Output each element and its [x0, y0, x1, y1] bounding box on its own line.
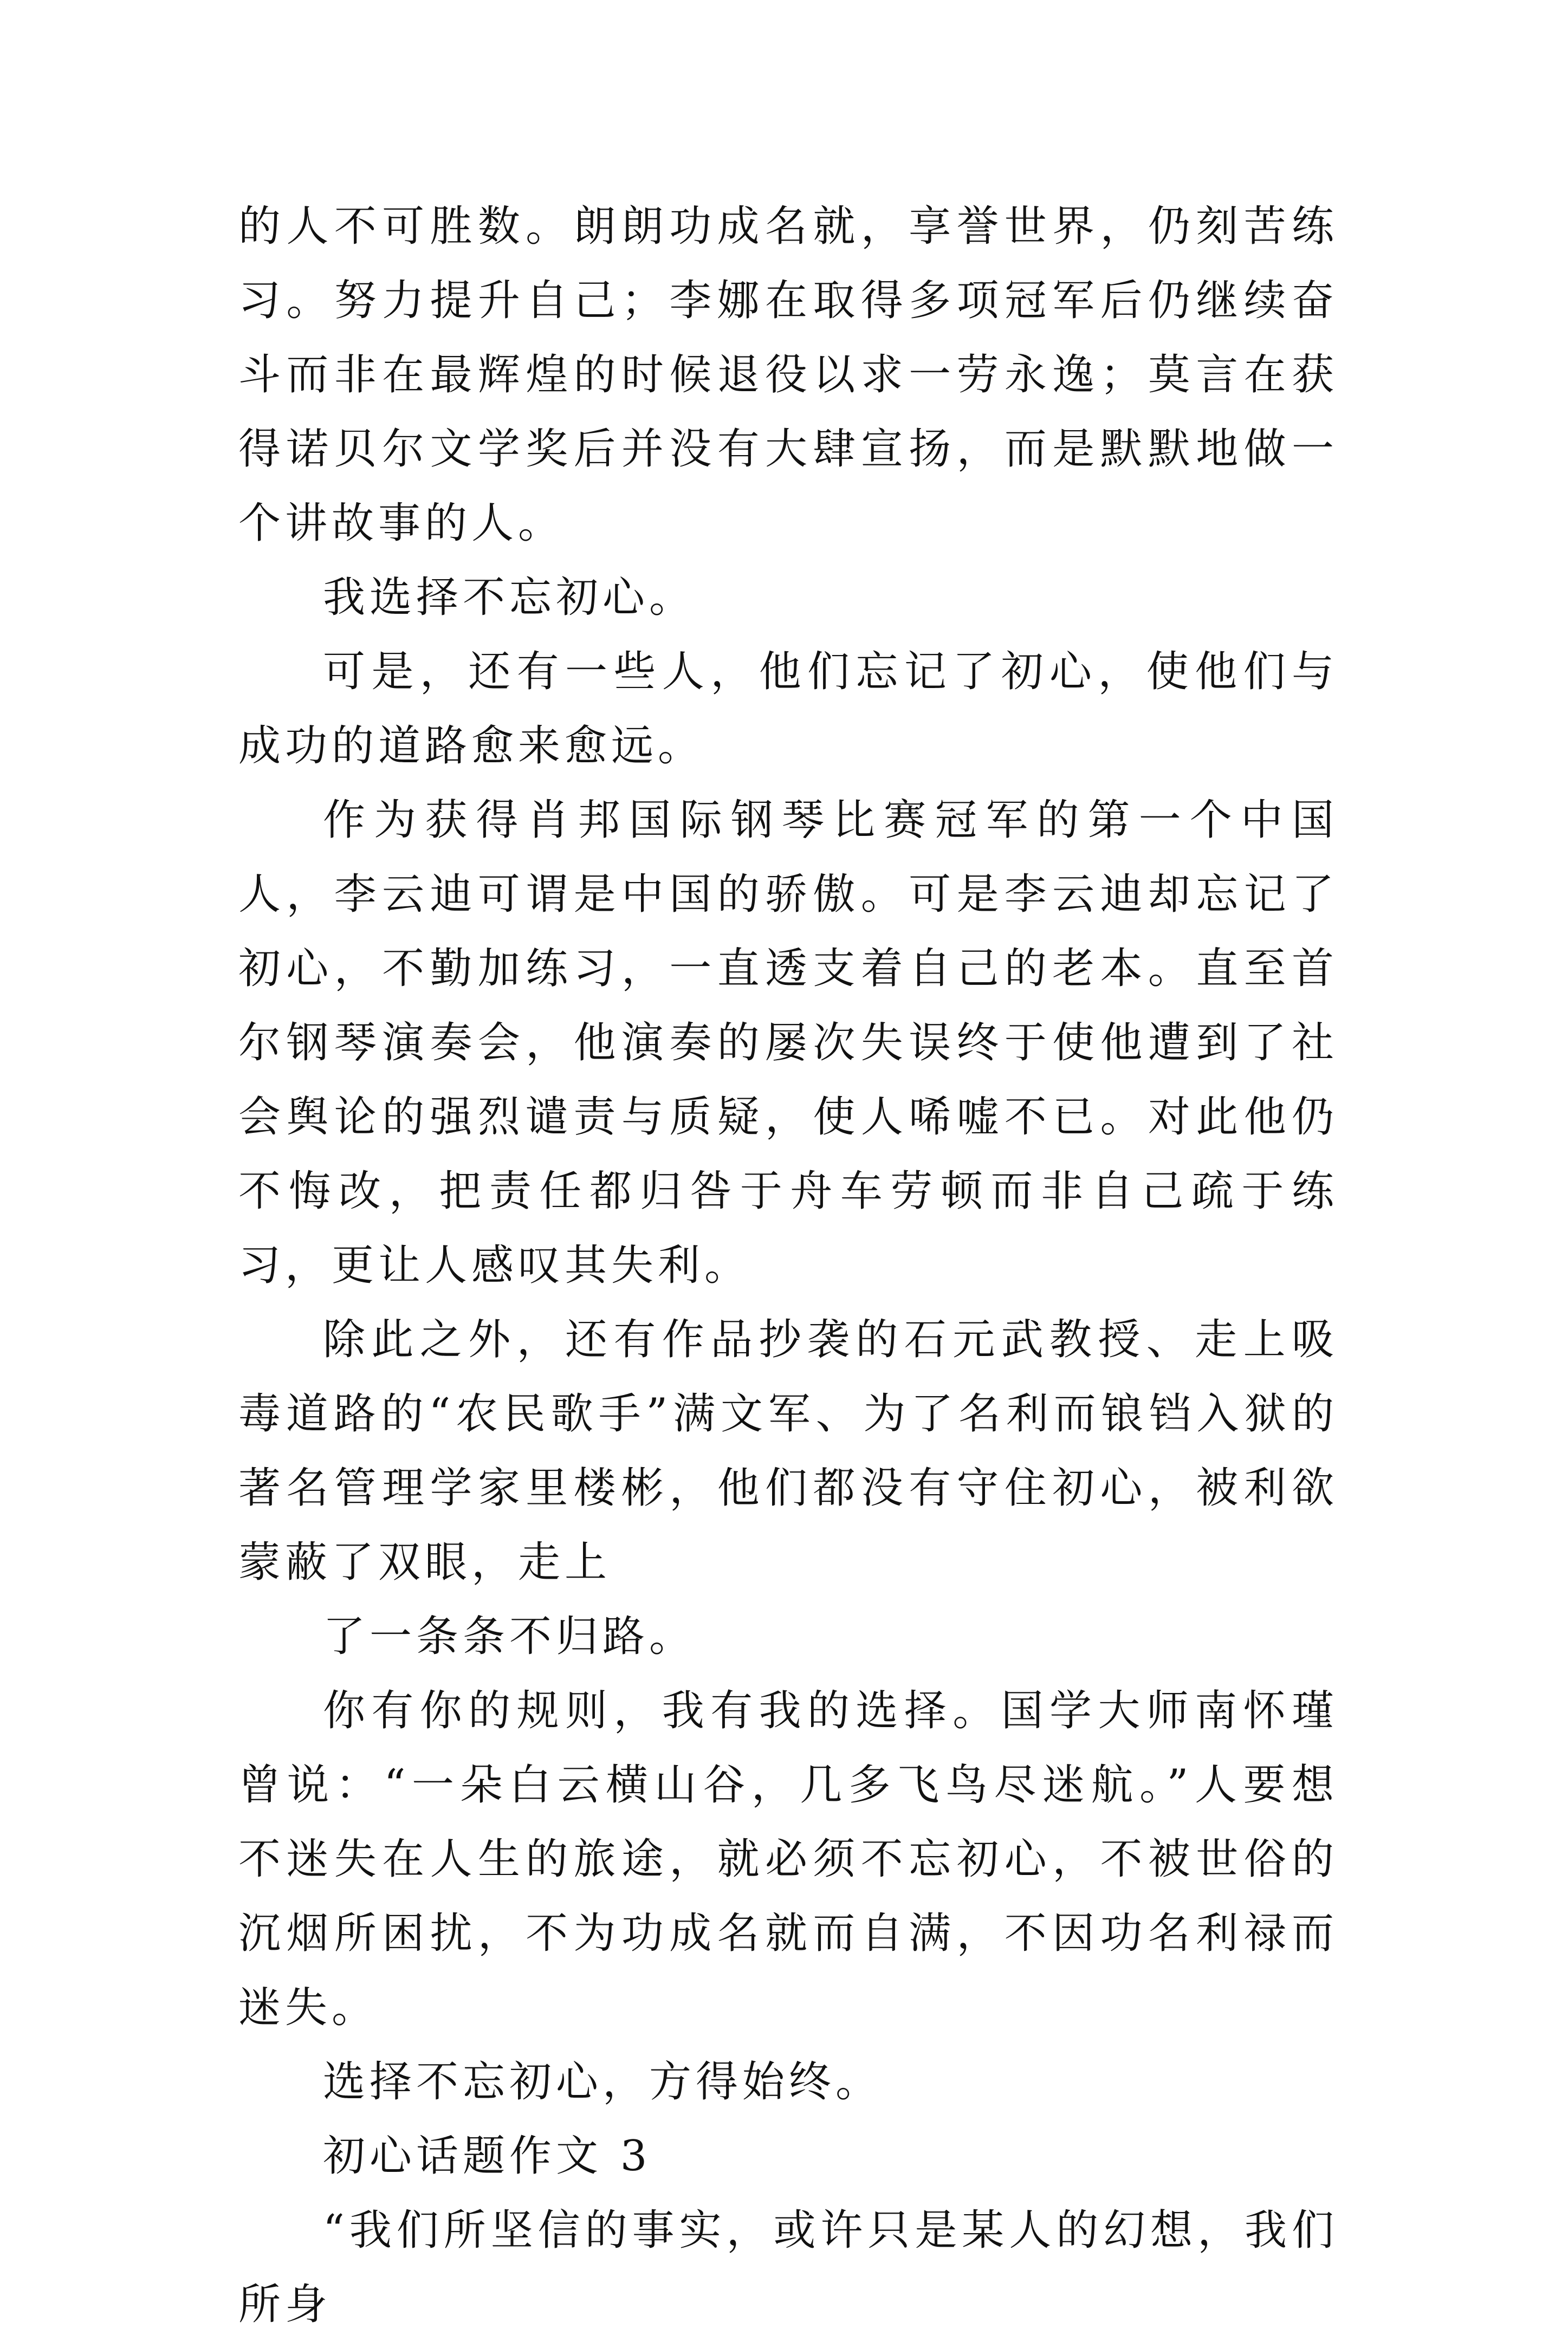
paragraph-li-yundi: 作为获得肖邦国际钢琴比赛冠军的第一个中国人，李云迪可谓是中国的骄傲。可是李云迪却忘记了初心，不勤加练习，一直透支着自己的老本。直至首尔钢琴演奏会，他演奏的屡次失误终于使他遭到了社会舆论的强烈谴责与质疑，使人唏嘘不已。对此他仍不悔改，把责任都归咎于舟车劳顿而非自己疏于练习，更让人感叹其失利。: [238, 796, 1338, 1290]
essay-3-heading: 初心话题作文 3: [323, 2132, 652, 2181]
article-body: [238, 190, 1338, 2342]
paragraph-conclusion: 选择不忘初心，方得始终。: [323, 2058, 883, 2106]
paragraph-choose-original-heart: 我选择不忘初心。: [323, 573, 696, 622]
paragraph-forgot-original-heart: 可是，还有一些人，他们忘记了初心，使他们与成功的道路愈来愈远。: [238, 647, 1338, 770]
paragraph-essay-3-opening: “我们所坚信的事实，或许只是某人的幻想，我们所身: [238, 2206, 1338, 2329]
paragraph-rules-and-choices: 你有你的规则，我有我的选择。国学大师南怀瑾曾说：“一朵白云横山谷，几多飞鸟尽迷航。”人要想不迷失在人生的旅途，就必须不忘初心，不被世俗的沉烟所困扰，不为功成名就而自满，不因功名利禄而迷失。: [238, 1686, 1338, 2032]
paragraph-no-return-road: 了一条条不归路。: [323, 1612, 696, 1661]
paragraph-achievers: 的人不可胜数。朗朗功成名就，享誉世界，仍刻苦练习。努力提升自己；李娜在取得多项冠军后仍继续奋斗而非在最辉煌的时候退役以求一劳永逸；莫言在获得诺贝尔文学奖后并没有大肆宣扬，而是默默地做一个讲故事的人。: [238, 202, 1338, 548]
paragraph-other-examples: 除此之外，还有作品抄袭的石元武教授、走上吸毒道路的“农民歌手”满文军、为了名利而锒铛入狱的著名管理学家里楼彬，他们都没有守住初心，被利欲蒙蔽了双眼，走上: [238, 1315, 1338, 1587]
